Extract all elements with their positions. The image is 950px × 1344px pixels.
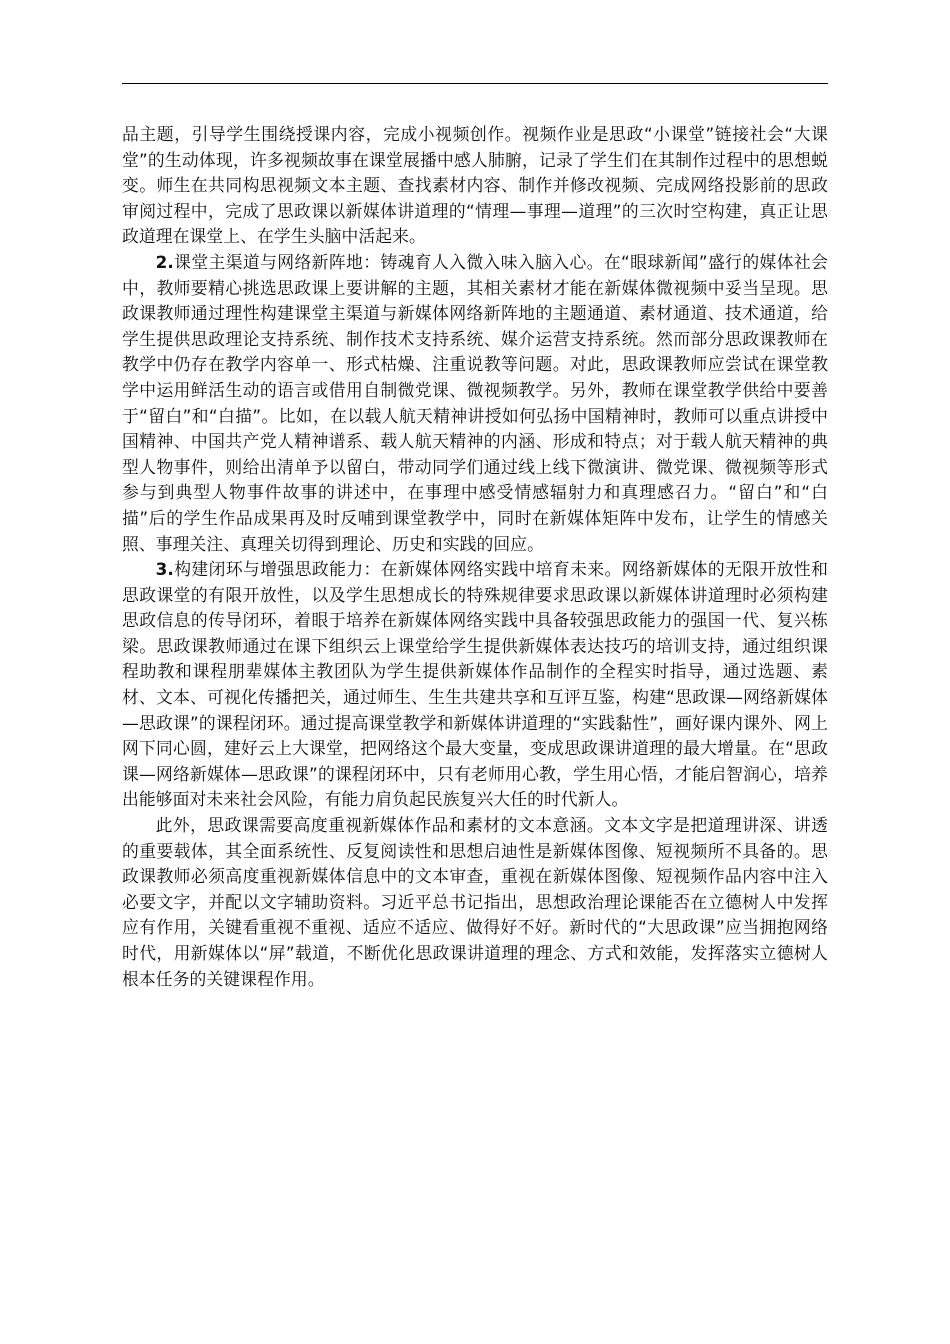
section-number: 3.: [155, 559, 174, 580]
paragraph-text: 此外，思政课需要高度重视新媒体作品和素材的文本意涵。文本文字是把道理讲深、讲透的重要载体，其全面系统性、反复阅读性和思想启迪性是新媒体图像、短视频所不具备的。思政课教师必须高度重视新媒体信息中的文本审查，重视在新媒体图像、短视频作品内容中注入必要文字，并配以文字辅助资料。习近平总书记指出，思想政治理论课能否在立德树人中发挥应有作用，关键看重视不重视、适应不适应、做得好不好。新时代的“大思政课”应当拥抱网络时代，用新媒体以“屏”载道，不断优化思政课讲道理的理念、方式和效能，发挥落实立德树人根本任务的关键课程作用。: [122, 815, 828, 989]
paragraph-text: 课堂主渠道与网络新阵地：铸魂育人入微入味入脑入心。在“眼球新闻”盛行的媒体社会中，教师要精心挑选思政课上要讲解的主题，其相关素材才能在新媒体微视频中妥当呈现。思政课教师通过理性构建课堂主渠道与新媒体网络新阵地的主题通道、素材通道、技术通道，给学生提供思政理论支持系统、制作技术支持系统、媒介运营支持系统。然而部分思政课教师在教学中仍存在教学内容单一、形式枯燥、注重说教等问题。对此，思政课教师应尝试在课堂教学中运用鲜活生动的语言或借用自制微党课、微视频教学。另外，教师在课堂教学供给中要善于“留白”和“白描”。比如，在以载人航天精神讲授如何弘扬中国精神时，教师可以重点讲授中国精神、中国共产党人精神谱系、载人航天精神的内涵、形成和特点；对于载人航天精神的典型人物事件，则给出清单予以留白，带动同学们通过线上线下微演讲、微党课、微视频等形式参与到典型人物事件故事的讲述中，在事理中感受情感辐射力和真理感召力。“留白”和“白描”后的学生作品成果再及时反哺到课堂教学中，同时在新媒体矩阵中发布，让学生的情感关照、事理关注、真理关切得到理论、历史和实践的回应。: [122, 251, 828, 554]
paragraph-conclusion: [122, 813, 828, 992]
paragraph-text: 品主题，引导学生围绕授课内容，完成小视频创作。视频作业是思政“小课堂”链接社会“大课堂”的生动体现，许多视频故事在课堂展播中感人肺腑，记录了学生们在其制作过程中的思想蜕变。师生在共同构思视频文本主题、查找素材内容、制作并修改视频、完成网络投影前的思政审阅过程中，完成了思政课以新媒体讲道理的“情理—事理—道理”的三次时空构建，真正让思政道理在课堂上、在学生头脑中活起来。: [122, 124, 828, 247]
paragraph-section-3: [122, 557, 828, 813]
body-text: [122, 122, 828, 992]
paragraph-continuation: [122, 122, 828, 250]
paragraph-text: 构建闭环与增强思政能力：在新媒体网络实践中培育未来。网络新媒体的无限开放性和思政课堂的有限开放性，以及学生思想成长的特殊规律要求思政课以新媒体讲道理时必须构建思政信息的传导闭环，着眼于培养在新媒体网络实践中具备较强思政能力的强国一代、复兴栋梁。思政课教师通过在课下组织云上课堂给学生提供新媒体表达技巧的培训支持，通过组织课程助教和课程朋辈媒体主教团队为学生提供新媒体作品制作的全程实时指导，通过选题、素材、文本、可视化传播把关，通过师生、生生共建共享和互评互鉴，构建“思政课—网络新媒体—思政课”的课程闭环。通过提高课堂教学和新媒体讲道理的“实践黏性”，画好课内课外、网上网下同心圆，建好云上大课堂，把网络这个最大变量，变成思政课讲道理的最大增量。在“思政课—网络新媒体—思政课”的课程闭环中，只有老师用心教，学生用心悟，才能启智润心，培养出能够面对未来社会风险，有能力肩负起民族复兴大任的时代新人。: [122, 559, 828, 810]
paragraph-section-2: [122, 250, 828, 557]
section-number: 2.: [155, 251, 174, 272]
header-rule: [122, 83, 828, 84]
